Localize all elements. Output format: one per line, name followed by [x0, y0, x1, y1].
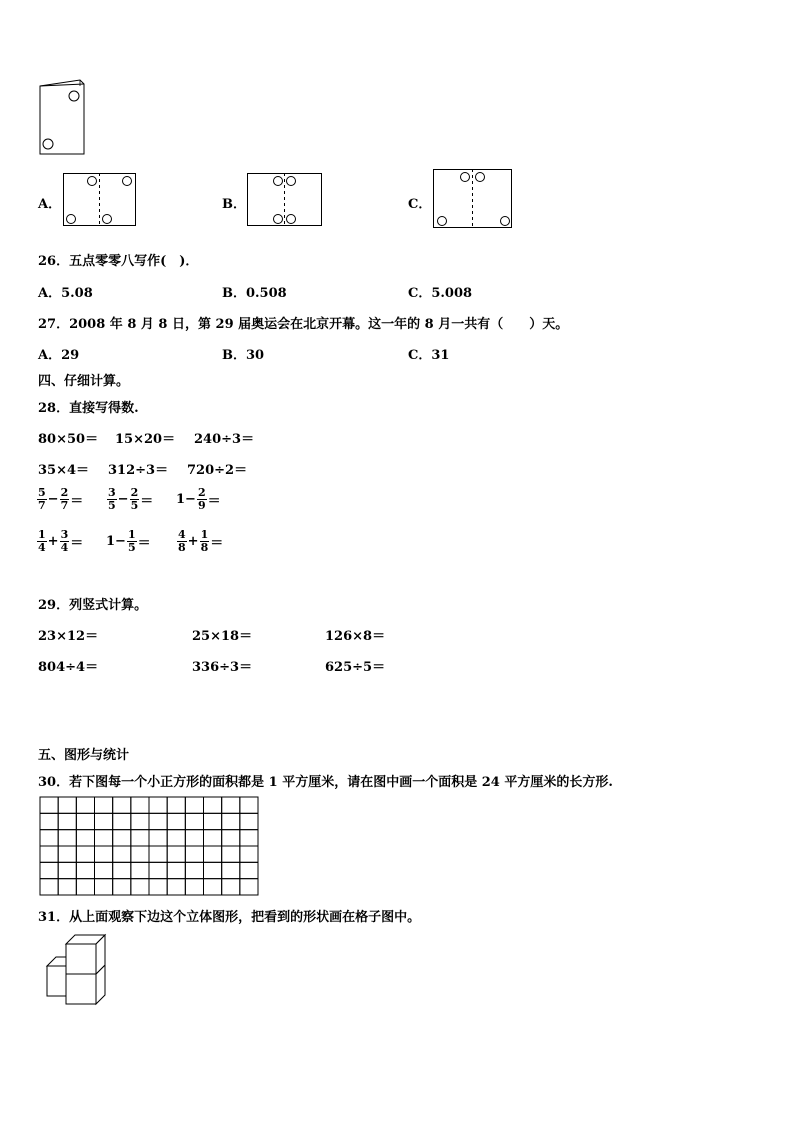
fraction — [37, 529, 47, 554]
q29-item: 25×18＝ — [192, 629, 253, 644]
grid-cell[interactable] — [58, 862, 76, 878]
grid-cell[interactable] — [131, 862, 149, 878]
section-4-title: 四、仔细计算。 — [38, 374, 130, 389]
grid-cell[interactable] — [167, 830, 185, 846]
numerator: 1 — [200, 528, 209, 541]
q28-stem: 28．直接写得数. — [38, 401, 139, 416]
operator: − — [185, 492, 196, 507]
equals: ＝ — [70, 536, 84, 551]
numerator: 3 — [108, 486, 116, 499]
q28-item: 35×4＝ — [38, 463, 90, 478]
q25-option-c-figure[interactable] — [433, 169, 513, 229]
grid-cell[interactable] — [113, 813, 131, 829]
q28-item: 312÷3＝ — [108, 463, 169, 478]
numerator: 1 — [127, 528, 136, 541]
grid-cell[interactable] — [95, 830, 113, 846]
grid-cell[interactable] — [167, 846, 185, 862]
numerator: 5 — [38, 486, 46, 499]
grid-cell[interactable] — [185, 879, 203, 895]
q26-option-b[interactable]: B．0.508 — [222, 286, 287, 301]
q27-stem: 27．2008 年 8 月 8 日，第 29 届奥运会在北京开幕。这一年的 8 月一共有（ ）天。 — [38, 317, 569, 332]
q27-option-a[interactable]: A．29 — [38, 348, 80, 363]
grid-cell[interactable] — [149, 862, 167, 878]
grid-cell[interactable] — [113, 797, 131, 813]
numerator: 4 — [178, 528, 186, 541]
grid-cell[interactable] — [185, 797, 203, 813]
q25-option-a-label: A． — [38, 197, 62, 212]
grid-cell[interactable] — [95, 846, 113, 862]
grid-cell[interactable] — [40, 862, 58, 878]
grid-cell[interactable] — [240, 813, 258, 829]
grid-cell[interactable] — [113, 830, 131, 846]
equals: ＝ — [137, 536, 151, 551]
fraction — [107, 487, 117, 512]
denominator: 9 — [197, 499, 206, 512]
grid-cell[interactable] — [167, 879, 185, 895]
q25-option-c-label: C． — [408, 197, 432, 212]
q31-cube-figure — [45, 933, 120, 1008]
grid-cell[interactable] — [76, 797, 94, 813]
denominator: 7 — [38, 499, 46, 512]
grid-cell[interactable] — [40, 846, 58, 862]
operator: − — [117, 492, 129, 507]
q28-fraction-item — [106, 487, 153, 512]
fraction — [37, 487, 47, 512]
fraction — [60, 487, 70, 512]
grid-cell[interactable] — [58, 846, 76, 862]
grid-cell[interactable] — [149, 797, 167, 813]
q28-fraction-item — [176, 487, 221, 512]
denominator: 4 — [38, 541, 46, 554]
grid-cell[interactable] — [40, 879, 58, 895]
grid-cell[interactable] — [167, 813, 185, 829]
fraction — [197, 487, 207, 512]
numerator: 3 — [60, 528, 69, 541]
grid-cell[interactable] — [113, 879, 131, 895]
grid-cell[interactable] — [185, 862, 203, 878]
grid-cell[interactable] — [58, 797, 76, 813]
grid-cell[interactable] — [222, 846, 240, 862]
q28-fraction-item — [36, 529, 83, 554]
q29-item: 23×12＝ — [38, 629, 99, 644]
grid-cell[interactable] — [58, 879, 76, 895]
grid-cell[interactable] — [149, 813, 167, 829]
grid-cell[interactable] — [95, 797, 113, 813]
q25-option-b-figure[interactable] — [247, 173, 323, 227]
equals: ＝ — [210, 536, 224, 551]
grid-cell[interactable] — [222, 830, 240, 846]
whole-number: 1 — [176, 492, 186, 507]
grid-cell[interactable] — [240, 846, 258, 862]
grid-cell[interactable] — [40, 830, 58, 846]
grid-cell[interactable] — [40, 813, 58, 829]
q31-stem: 31．从上面观察下边这个立体图形，把看到的形状画在格子图中。 — [38, 910, 421, 925]
q26-option-c[interactable]: C．5.008 — [408, 286, 473, 301]
grid-cell[interactable] — [185, 813, 203, 829]
denominator: 5 — [127, 541, 136, 554]
grid-cell[interactable] — [222, 879, 240, 895]
grid-cell[interactable] — [240, 830, 258, 846]
folded-paper-figure — [38, 78, 88, 158]
fraction — [177, 529, 187, 554]
grid-cell[interactable] — [222, 797, 240, 813]
operator: + — [47, 534, 59, 549]
grid-cell[interactable] — [131, 846, 149, 862]
q28-item: 80×50＝ — [38, 432, 99, 447]
q29-item: 804÷4＝ — [38, 660, 99, 675]
grid-cell[interactable] — [149, 846, 167, 862]
grid-cell[interactable] — [131, 879, 149, 895]
q26-stem: 26．五点零零八写作( )． — [38, 254, 199, 269]
denominator: 5 — [108, 499, 116, 512]
whole-number: 1 — [106, 534, 116, 549]
numerator: 1 — [38, 528, 46, 541]
q28-item: 240÷3＝ — [194, 432, 255, 447]
equals: ＝ — [70, 494, 84, 509]
operator: + — [187, 534, 199, 549]
grid-cell[interactable] — [222, 862, 240, 878]
q27-option-c[interactable]: C．31 — [408, 348, 450, 363]
fraction — [200, 529, 210, 554]
grid-cell[interactable] — [131, 797, 149, 813]
q29-item: 336÷3＝ — [192, 660, 253, 675]
fraction — [60, 529, 70, 554]
grid-cell[interactable] — [240, 797, 258, 813]
grid-cell[interactable] — [222, 813, 240, 829]
numerator: 2 — [197, 486, 206, 499]
q28-fraction-item — [106, 529, 151, 554]
equals: ＝ — [140, 494, 154, 509]
denominator: 8 — [178, 541, 186, 554]
denominator: 5 — [130, 499, 139, 512]
grid-cell[interactable] — [204, 830, 222, 846]
grid-cell[interactable] — [95, 813, 113, 829]
denominator: 8 — [200, 541, 209, 554]
grid-cell[interactable] — [185, 830, 203, 846]
section-5-title: 五、图形与统计 — [38, 748, 130, 763]
grid-cell[interactable] — [149, 879, 167, 895]
grid-cell[interactable] — [40, 797, 58, 813]
grid-cell[interactable] — [204, 797, 222, 813]
q28-item: 15×20＝ — [115, 432, 176, 447]
grid-cell[interactable] — [149, 830, 167, 846]
operator: − — [47, 492, 59, 507]
grid-cell[interactable] — [131, 813, 149, 829]
grid-cell[interactable] — [185, 846, 203, 862]
grid-cell[interactable] — [240, 879, 258, 895]
denominator: 7 — [60, 499, 69, 512]
grid-cell[interactable] — [76, 830, 94, 846]
grid-cell[interactable] — [167, 797, 185, 813]
q27-option-b[interactable]: B．30 — [222, 348, 265, 363]
q25-option-b-label: B． — [222, 197, 246, 212]
grid-cell[interactable] — [204, 879, 222, 895]
grid-cell[interactable] — [58, 813, 76, 829]
q30-stem: 30．若下图每一个小正方形的面积都是 1 平方厘米，请在图中画一个面积是 24 平方厘米的长方形. — [38, 775, 613, 790]
grid-cell[interactable] — [76, 813, 94, 829]
q30-square-grid[interactable] — [39, 796, 260, 897]
q26-option-a[interactable]: A．5.08 — [38, 286, 93, 301]
q29-item: 625÷5＝ — [325, 660, 386, 675]
q28-item: 720÷2＝ — [187, 463, 248, 478]
fraction — [130, 487, 140, 512]
grid-cell[interactable] — [76, 879, 94, 895]
numerator: 2 — [60, 486, 69, 499]
operator: − — [115, 534, 126, 549]
grid-cell[interactable] — [113, 862, 131, 878]
q28-fraction-item — [176, 529, 223, 554]
grid-cell[interactable] — [95, 862, 113, 878]
grid-cell[interactable] — [204, 862, 222, 878]
equals: ＝ — [207, 494, 221, 509]
grid-cell[interactable] — [167, 862, 185, 878]
grid-cell[interactable] — [76, 862, 94, 878]
fraction — [127, 529, 137, 554]
numerator: 2 — [130, 486, 139, 499]
q29-stem: 29．列竖式计算。 — [38, 598, 148, 613]
grid-cell[interactable] — [95, 879, 113, 895]
grid-cell[interactable] — [131, 830, 149, 846]
q25-option-a-figure[interactable] — [63, 173, 137, 227]
grid-cell[interactable] — [76, 846, 94, 862]
denominator: 4 — [60, 541, 69, 554]
grid-cell[interactable] — [113, 846, 131, 862]
grid-cell[interactable] — [204, 846, 222, 862]
grid-cell[interactable] — [204, 813, 222, 829]
q29-item: 126×8＝ — [325, 629, 386, 644]
grid-cell[interactable] — [58, 830, 76, 846]
q28-fraction-item — [36, 487, 83, 512]
grid-cell[interactable] — [240, 862, 258, 878]
